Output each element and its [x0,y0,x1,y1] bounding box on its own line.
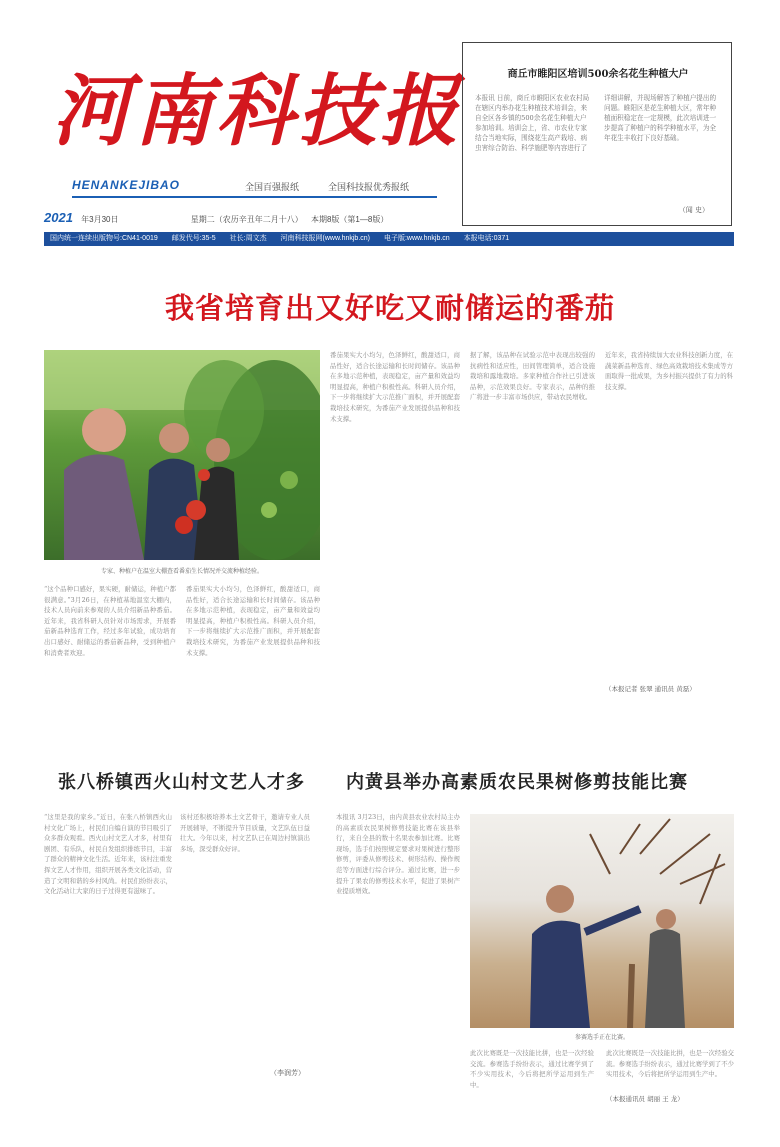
left-story-headline: 张八桥镇西火山村文艺人才多 [58,772,305,793]
news-box-byline: （闻 史） [678,206,709,214]
lead-col-2: 番茄果实大小均匀，色泽鲜红，酸甜适口，商品性好，适合长途运输和长时间储存。该品种在多地示范种植，表现稳定，亩产量和效益均明显提高，种植户积极性高。科研人员介绍，下一步将继续扩大示范推广面积，并开展配套栽培技术研究，为番茄产业发展提供品种和技术支撑。 [330,351,460,423]
lead-byline: （本报记者 张翠 通讯员 黄磊） [605,685,696,693]
publication-info-bar [44,232,734,246]
bar-item: 本报电话:0371 [463,235,510,242]
right-story-headline: 内黄县举办高素质农民果树修剪技能比赛 [346,772,688,793]
date-line [44,210,464,225]
bar-item: 电子版:www.hnkjb.cn [383,235,450,242]
right-story-col-1: 本报讯 3月23日，由内黄县农业农村局主办的高素质农民果树修剪技能比赛在该县举行，来自全县的数十名果农参加比赛。比赛现场，选手们按照规定要求对果树进行整形修剪，评委从修剪技术、树形结构、操作规范等方面进行综合评分。通过比赛，进一步提升了果农的修剪技术水平，促进了果树产业提质增效。 [336,813,460,896]
masthead-title: 河南科技报 [52,66,463,157]
lead-headline: 我省培育出又好吃又耐储运的番茄 [164,291,615,325]
orchard-pruning-photo [470,814,734,1028]
issue-pages: 本期8版（第1—8版） [310,215,389,224]
lead-col-1: “这个品种口感好，果实硬，耐储运，种植户都很满意。”3月26日，在种植基地温室大棚内，技术人员向前来参观的人员介绍新品种番茄。近年来，我省科研人员针对市场需求，开展番茄新品种选育工作，经过多年试验，成功培育出口感好、耐储运的番茄新品种，受到种植户和消费者欢迎。 [44,585,176,657]
lead-photo-caption: 专家、种植户在温室大棚查看番茄生长情况并交流种植经验。 [100,568,263,575]
left-story-col-2: 该村还积极培养本土文艺骨干，邀请专业人员开展辅导，不断提升节目质量，文艺队伍日益壮大。今年以来，村文艺队已在周边村镇演出多场，深受群众好评。 [180,813,310,853]
bar-item: 国内统一连续出版物号:CN41-0019 [50,235,158,242]
issue-date: 年3月30日 [81,215,119,224]
issue-weekday: 星期二（农历辛丑年二月十八） [190,215,303,224]
bar-item: 邮发代号:35-5 [171,235,216,242]
lead-col-2a: 番茄果实大小均匀，色泽鲜红，酸甜适口，商品性好，适合长途运输和长时间储存。该品种在多地示范种植，表现稳定，亩产量和效益均明显提高，种植户积极性高。科研人员介绍，下一步将继续扩大示范推广面积，并开展配套栽培技术研究，为番茄产业发展提供品种和技术支撑。 [186,585,320,657]
slogan-right: 全国科技报优秀报纸 [328,182,410,192]
right-story-col-2: 此次比赛既是一次技能比拼，也是一次经验交流。参赛选手纷纷表示，通过比赛学到了不少实用技术，今后将把所学运用到生产中。 [470,1049,594,1089]
news-box [462,42,732,226]
issue-year: 2021 [44,210,73,225]
masthead-pinyin: HENANKEJIBAO [72,178,181,192]
photo-illustration [470,814,734,1028]
lead-col-3: 据了解，该品种在试验示范中表现出较强的抗病性和适应性，田间管理简单，适合设施栽培和露地栽培。多家种植合作社已引进该品种，示范效果良好。专家表示，品种的推广将进一步丰富市场供应，带动农民增收。 [470,351,595,402]
right-story-col-3: 此次比赛既是一次技能比拼，也是一次经验交流。参赛选手纷纷表示，通过比赛学到了不少实用技术，今后将把所学运用到生产中。 [606,1049,734,1079]
bar-item: 社长:周文杰 [229,235,267,242]
news-box-title: 商丘市睢阳区培训500余名花生种植大户 [507,69,689,80]
tomato-greenhouse-photo [44,350,320,560]
bar-item: 河南科技报网(www.hnkjb.cn) [280,235,370,242]
left-story-byline: （李润芳） [270,1069,305,1077]
news-box-body: 本报讯 日前，商丘市睢阳区农业农村局在辖区内举办花生种植技术培训会，来自全区各乡镇的500余名花生种植大户参加培训。培训会上，省、市农业专家结合当地实际，围绕花生高产栽培、病虫害综合防治、科学施肥等内容进行了详细讲解，并现场解答了种植户提出的问题。睢阳区是花生种植大区，常年种植面积稳定在一定规模，此次培训进一步提高了种植户的科学种植水平，为全年花生丰收打下良好基础。 [475,94,717,152]
lead-col-4: 近年来，我省持续加大农业科技创新力度，在蔬菜新品种选育、绿色高效栽培技术集成等方面取得一批成果，为乡村振兴提供了有力的科技支撑。 [605,351,733,391]
left-story-col-1: “这里是我的家乡。”近日，在张八桥镇西火山村文化广场上，村民们自编自演的节目吸引了众多群众观看。西火山村文艺人才多，村里有剧团、有乐队，村民自发组织排练节目，丰富了群众的精神文化生活。近年来，该村注重发挥文艺人才作用，组织开展各类文化活动，营造了文明和谐的乡村风尚。村民们纷纷表示，文化活动让大家的日子过得更有滋味了。 [44,813,172,896]
right-photo-caption: 参赛选手正在比赛。 [574,1034,629,1041]
masthead-rule [72,196,437,198]
photo-illustration [44,350,320,560]
slogan-left: 全国百强报纸 [245,182,300,192]
right-story-byline: （本报通讯员 胡丽 王 龙） [606,1095,684,1103]
